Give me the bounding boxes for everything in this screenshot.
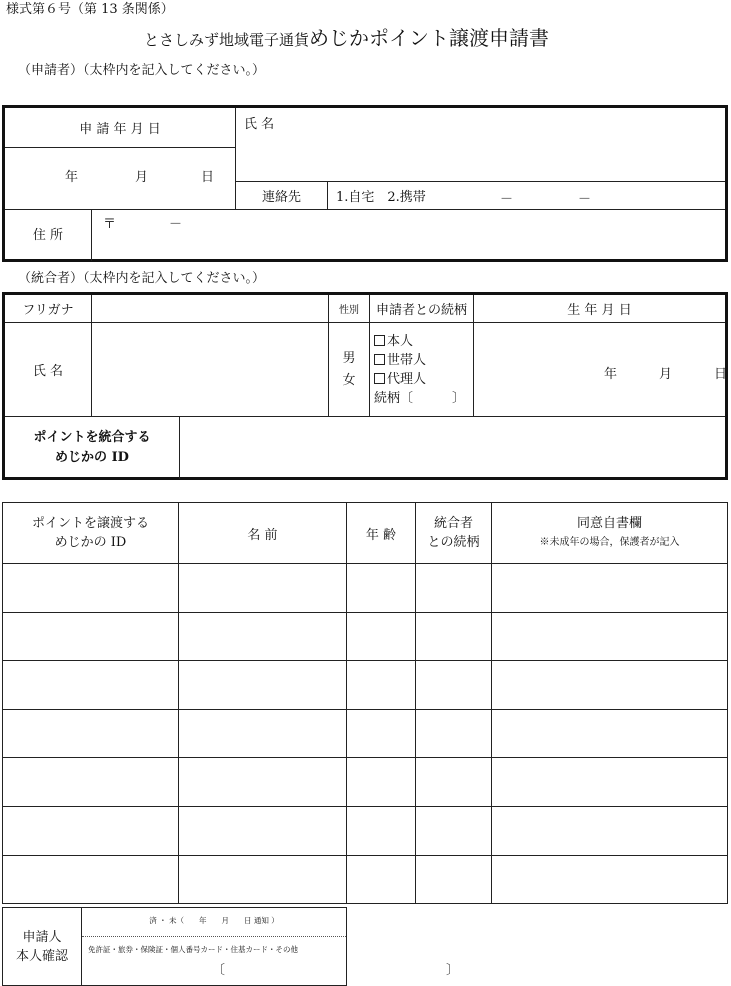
header-relation [416,503,492,564]
header-transfer-id-line2: めじかの ID [54,535,127,550]
month-unit: 月 [135,170,149,185]
age-cell[interactable] [347,806,416,855]
title-prefix: とさしみず地域電子通貨 [144,31,310,49]
sex-label: 性別 [329,294,370,323]
year-unit: 年 [65,170,79,185]
transfer-id-cell[interactable] [3,612,179,661]
table-row [3,661,728,710]
birth-day-unit: 日 [714,367,728,382]
header-age: 年 齢 [347,503,416,564]
table-row [3,758,728,807]
transfer-id-cell[interactable] [3,855,179,904]
relation-household[interactable] [374,351,473,370]
applicant-name-field[interactable] [236,107,727,182]
header-transfer-id [3,503,179,564]
address-row [4,210,727,261]
apply-date-field[interactable] [4,148,236,210]
address-field[interactable] [93,210,725,261]
contact-dash-2: － [578,192,592,207]
name-cell[interactable] [179,661,347,710]
integrator-table [2,292,728,480]
relation-self[interactable] [374,332,473,351]
transfer-id-cell[interactable] [3,564,179,613]
relation-label: 申請者との続柄 [370,294,474,323]
consent-cell[interactable] [492,709,728,758]
name-cell[interactable] [179,758,347,807]
contact-options: 1.自宅 2.携帯 [336,190,426,205]
birth-date-field[interactable] [474,323,727,417]
consent-cell[interactable] [492,806,728,855]
name-cell[interactable] [179,612,347,661]
age-cell[interactable] [347,758,416,807]
furigana-field[interactable] [92,294,329,323]
name-cell[interactable] [179,855,347,904]
postal-mark: 〒 [103,217,117,232]
apply-date-label: 申 請 年 月 日 [4,107,236,148]
table-row [3,709,728,758]
integrator-note: （統合者）（太枠内を記入してください。） [18,271,266,286]
postal-dash: － [169,217,183,232]
relation-field [370,323,474,417]
relation-household-label: 世帯人 [387,352,427,368]
transfer-id-cell[interactable] [3,806,179,855]
sex-field[interactable] [329,323,370,417]
applicant-table [2,105,728,262]
relation-proxy-label: 代理人 [387,371,427,387]
table-row [3,612,728,661]
sex-female[interactable]: 女 [342,372,356,388]
table-row [3,855,728,904]
header-consent-note: ※未成年の場合，保護者が記入 [539,537,680,548]
relation-cell[interactable] [416,806,492,855]
relation-cell[interactable] [416,709,492,758]
birth-year-unit: 年 [604,367,618,382]
verification-documents[interactable]: 免許証・旅券・保険証・個人番号カード・住基カード・その他 [88,945,298,954]
integrator-name-field[interactable] [92,323,329,417]
transfer-table [2,502,728,904]
age-cell[interactable] [347,612,416,661]
table-row [3,806,728,855]
verification-label-line1: 申請人 [22,929,62,945]
relation-other: 続柄〔 〕 [374,390,466,406]
relation-proxy[interactable] [374,370,473,389]
birth-month-unit: 月 [659,367,673,382]
consent-cell[interactable] [492,855,728,904]
consent-cell[interactable] [492,612,728,661]
relation-cell[interactable] [416,564,492,613]
verification-label [3,908,82,986]
header-transfer-id-line1: ポイントを譲渡する [31,516,149,531]
transfer-rows [3,564,728,904]
title-main: めじかポイント譲渡申請書 [309,26,550,50]
verification-bracket[interactable]: 〔 〕 [212,963,460,978]
relation-self-label: 本人 [387,333,414,349]
point-id-label [5,417,180,479]
relation-cell[interactable] [416,612,492,661]
day-unit: 日 [201,170,215,185]
checkbox-icon [374,335,385,346]
checkbox-icon [374,373,385,384]
applicant-note: （申請者）（太枠内を記入してください。） [18,63,266,78]
integrator-name-label: 氏 名 [4,323,92,417]
header-relation-line1: 統合者 [433,516,473,531]
checkbox-icon [374,354,385,365]
verification-status[interactable]: 済 ・ 未（ 年 月 日 通知 ） [149,916,279,925]
transfer-id-cell[interactable] [3,661,179,710]
verification-divider [82,936,346,937]
point-id-label-line2: めじかの ID [55,450,129,465]
birth-label: 生 年 月 日 [474,294,727,323]
relation-cell[interactable] [416,661,492,710]
address-label: 住 所 [5,210,92,261]
name-cell[interactable] [179,806,347,855]
verification-table [2,907,460,986]
relation-cell[interactable] [416,758,492,807]
contact-dash-1: － [500,192,514,207]
relation-cell[interactable] [416,855,492,904]
point-id-row [4,417,727,479]
verification-field [82,908,460,986]
form-title [144,22,549,51]
point-id-field[interactable] [182,417,725,479]
transfer-id-cell[interactable] [3,709,179,758]
table-row [3,564,728,613]
header-name: 名 前 [179,503,347,564]
transfer-id-cell[interactable] [3,758,179,807]
consent-cell[interactable] [492,758,728,807]
sex-male[interactable]: 男 [342,350,356,366]
age-cell[interactable] [347,564,416,613]
consent-cell[interactable] [492,661,728,710]
age-cell[interactable] [347,855,416,904]
point-id-label-line1: ポイントを統合する [33,430,151,445]
contact-label: 連絡先 [236,182,328,210]
contact-field[interactable] [328,182,727,210]
name-label: 氏 名 [244,117,275,132]
name-cell[interactable] [179,709,347,758]
name-cell[interactable] [179,564,347,613]
header-consent-title: 同意自書欄 [576,516,642,531]
verification-label-line2: 本人確認 [15,948,68,964]
consent-cell[interactable] [492,564,728,613]
header-relation-line2: との続柄 [427,535,480,550]
form-number: 様式第６号（第 13 条関係） [6,2,174,17]
furigana-label: フリガナ [4,294,92,323]
header-consent [492,503,728,564]
age-cell[interactable] [347,661,416,710]
age-cell[interactable] [347,709,416,758]
